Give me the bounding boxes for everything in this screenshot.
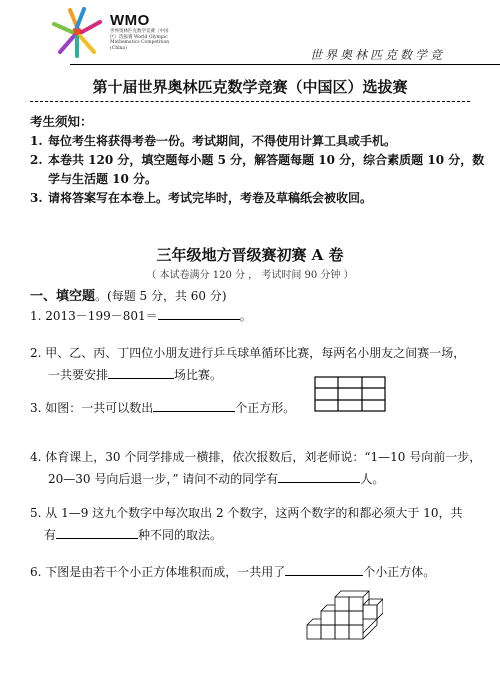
note-item: 3. 请将答案写在本卷上。考试完毕时，考卷及草稿纸会被收回。	[30, 191, 373, 205]
question-5: 5. 从 1—9 这九个数字中每次取出 2 个数字，这两个数字的和都必须大于 10，共 有 种不同的取法。	[30, 506, 463, 542]
question-6: 6. 下图是由若干个小正方体堆积而成，一共用了 个小正方体。	[30, 565, 436, 579]
wmo-logo-icon	[48, 6, 106, 58]
part-heading: 一、填空题。(每题 5 分，共 60 分)	[30, 289, 227, 304]
cube-stack-figure	[303, 585, 383, 643]
answer-blank-2[interactable]	[108, 366, 174, 379]
question-1: 1. 2013－199－801＝ 。	[30, 309, 252, 323]
answer-blank-4[interactable]	[278, 470, 360, 483]
question-3: 3. 如图：一共可以数出 个正方形。	[30, 401, 296, 415]
answer-blank-3[interactable]	[153, 399, 235, 412]
notes-heading: 考生须知：	[30, 114, 93, 129]
answer-blank-6[interactable]	[285, 563, 363, 576]
dashed-divider	[30, 101, 470, 102]
note-item-cont: 学与生活题 10 分。	[48, 172, 158, 186]
header-rule	[70, 64, 500, 65]
note-item: 2. 本卷共 120 分，填空题每小题 5 分，解答题每题 10 分，综合素质题 10 分，数	[30, 153, 485, 167]
note-item: 1. 每位考生将获得考卷一份。考试期间，不得使用计算工具或手机。	[30, 134, 397, 148]
exam-title: 三年级地方晋级赛初赛 A 卷	[156, 246, 344, 264]
logo-text: WMO	[110, 12, 150, 29]
question-2: 2. 甲、乙、丙、丁四位小朋友进行乒乓球单循环比赛，每两名小朋友之间赛一场， 一共要安排 场比赛。	[30, 346, 466, 382]
square-grid-figure	[314, 376, 386, 412]
page-title: 第十届世界奥林匹克数学竞赛（中国区）选拔赛	[92, 78, 408, 96]
exam-subtitle: （ 本试卷满分 120 分 ， 考试时间 90 分钟 ）	[146, 270, 354, 281]
answer-blank-1[interactable]	[158, 307, 240, 320]
running-title: 世界奥林匹克数学竞	[310, 48, 446, 62]
question-4: 4. 体育课上，30 个同学排成一横排，依次报数后，刘老师说：“1—10 号向前一步， 20—30 号向后退一步，” 请问不动的同学有 人。	[30, 450, 482, 486]
answer-blank-5[interactable]	[56, 526, 138, 539]
logo-subtitle: 世界奥林匹克数学竞赛（中国区）选拔赛 World Olympic Mathematics Competition (China)	[110, 29, 170, 51]
